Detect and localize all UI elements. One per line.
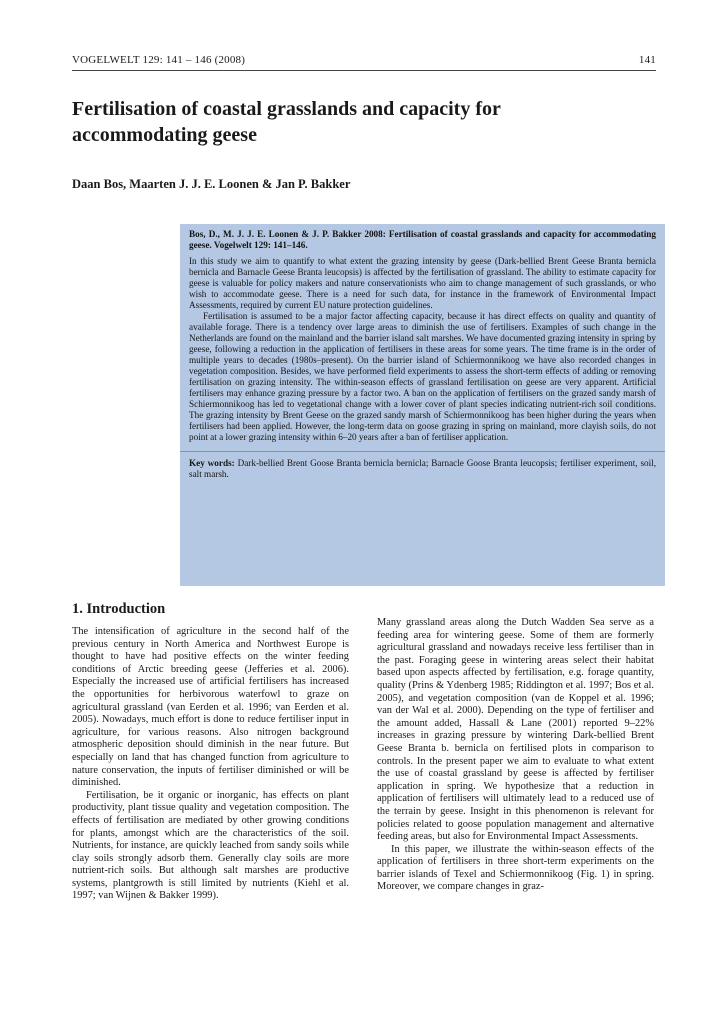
keywords-divider <box>180 451 665 452</box>
running-header <box>72 52 656 71</box>
abstract-paragraph-1: In this study we aim to quantify to what extent the grazing intensity by geese (Dark-bellied Brent Geese Branta bernicla bernicla and Barnacle Geese Branta leucopsis) is affected by the fertilisation of grassland. The ability to estimate capacity for geese is valuable for policy makers and nature conservationists who aim to change management of such grasslands, or who wish to accommodate geese. There is a need for such data, for instance in the framework of Environmental Impact Assessments, required by current EU nature protection guidelines. <box>189 256 656 310</box>
intro-paragraph-1: The intensification of agriculture in the second half of the previous century in North America and Northwest Europe is thought to have had positive effects on the winter feeding conditions of Arctic breeding geese (Jefferies et al. 2006). Especially the increased use of artificial fertilisers has increased the opportunities for herbivorous waterfowl to graze on agricultural grassland (van Eerden et al. 1996; van Eerden et al. 2005). Nowadays, much effort is done to reduce fertiliser input in agriculture, for various reasons. Also nitrogen background atmospheric deposition should diminish in the near future. But especially on land that has changed function from agriculture to nature conservation, the inputs of fertiliser diminished or will be diminished. <box>72 626 349 789</box>
text-column-left <box>72 626 349 903</box>
text-column-right <box>377 617 654 894</box>
article-authors: Daan Bos, Maarten J. J. E. Loonen & Jan P. Bakker <box>72 177 351 191</box>
intro-paragraph-4: In this paper, we illustrate the within-season effects of the application of fertilisers in three short-term experiments on the barrier islands of Texel and Schiermonnikoog (Fig. 1) in spring. Moreover, we compare changes in graz- <box>377 843 654 893</box>
abstract-paragraph-2: Fertilisation is assumed to be a major factor affecting capacity, because it has direct effects on quality and quantity of available forage. There is a tendency over large areas to diminish the use of fertilisers. Examples of such change in the Netherlands are found on the mainland and the barrier island salt marshes. We have documented grazing intensity in spring by geese, following a reduction in the application of fertilisers in these areas for some years. The time frame is in the order of multiple years to decades (1980s–present). On the barrier island of Schiermonnikoog we have also recorded changes in vegetation composition. Besides, we have performed field experiments to assess the short-term effects of adding or removing fertilisation on grazing intensity. The within-season effects of grassland fertilisation on geese are very apparent. Artificial fertilisers may enhance grazing pressure by a factor two. A ban on the application of fertilisers on the grazed sandy marsh of Schiermonnikoog has led to vegetational change with a lower cover of plant species indicating nutrient-rich soil conditions. The grazing intensity by Brent Geese on the grazed sandy marsh of Schiermonnikoog has been higher during the years when fertilisers had been applied. However, the long-term data on goose grazing in spring on mainland, more clayish soils, do not point at a lower grazing intensity within 6–20 years after a ban of fertiliser application. <box>189 311 656 442</box>
abstract-citation: Bos, D., M. J. J. E. Loonen & J. P. Bakker 2008: Fertilisation of coastal grasslands and capacity for accommodating geese. Vogelwelt 129: 141–146. <box>189 229 656 250</box>
keywords-text: Dark-bellied Brent Goose Branta bernicla bernicla; Barnacle Goose Branta leucopsis; fertiliser experiment, soil, salt marsh. <box>189 458 657 479</box>
intro-paragraph-3: Many grassland areas along the Dutch Wadden Sea serve as a feeding area for wintering geese. Some of them are formerly agricultural grassland and nowadays receive less fertiliser than in the past. Foraging geese in wintering areas select their habitat based upon aspects affected by fertilisation, e.g. forage quantity, quality (Prins & Ydenberg 1985; Riddington et al. 1997; Bos et al. 2005), and vegetation composition (van de Koppel et al. 1996; van der Wal et al. 2000). Depending on the type of fertiliser and the amount added, Hassall & Lane (2001) reported 9–22% increases in grazing pressure by wintering Dark-bellied Brent Geese Branta b. bernicla on fertilised plots in comparison to controls. In the present paper we aim to evaluate to what extent the use of coastal grassland by geese is affected by fertiliser application in spring. We hypothesize that a reduction in application of fertilisers will ultimately lead to a reduced use of the terrain by geese. Insight in this phenomenon is relevant for policies related to goose population management and alternative feeding areas, but also for Environmental Impact Assessments. <box>377 617 654 843</box>
section-heading-introduction: 1. Introduction <box>72 601 166 617</box>
article-title: Fertilisation of coastal grasslands and capacity for accommodating geese <box>72 98 501 146</box>
page-number: 141 <box>638 54 656 66</box>
keywords-label: Key words: <box>189 458 235 468</box>
journal-citation: VOGELWELT 129: 141 – 146 (2008) <box>72 54 246 66</box>
intro-paragraph-2: Fertilisation, be it organic or inorganic, has effects on plant productivity, plant tissue quality and vegetation composition. The effects of fertilisation are mediated by other growing conditions for plants, amongst which are the characteristics of the soil. Nutrients, for instance, are quickly leached from sandy soils while clay soils strongly adsorb them. Generally clay soils are more nutrient-rich soils. But although salt marshes are productive systems, plantgrowth is still limited by nutrients (Kiehl et al. 1997; van Wijnen & Bakker 1999). <box>72 789 349 902</box>
abstract-box <box>180 224 665 586</box>
keywords <box>189 458 656 480</box>
